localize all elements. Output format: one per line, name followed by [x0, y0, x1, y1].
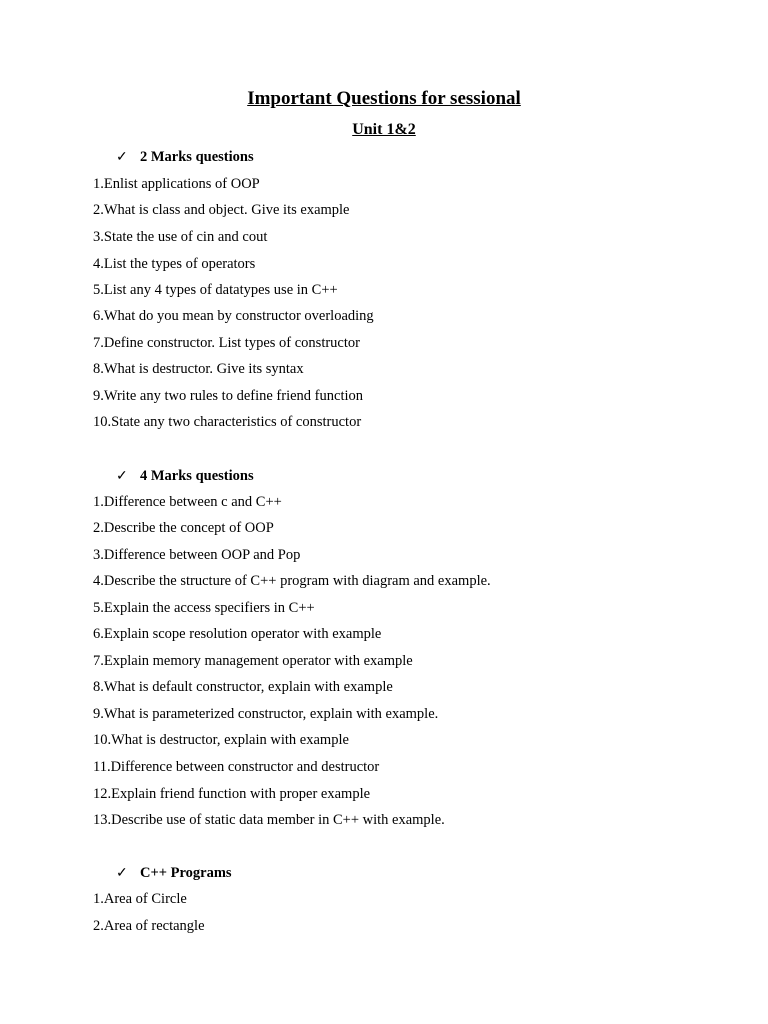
list-item: 2.What is class and object. Give its example: [93, 202, 350, 218]
list-item: 10.What is destructor, explain with example: [93, 732, 349, 748]
section-heading-label: C++ Programs: [140, 865, 232, 881]
list-item: 10.State any two characteristics of constructor: [93, 414, 362, 430]
section-heading-cpp-programs: [116, 863, 232, 883]
list-item: 12.Explain friend function with proper example: [93, 786, 371, 802]
section-heading-2-marks: [116, 147, 254, 167]
list-item: 9.What is parameterized constructor, explain with example.: [93, 706, 439, 722]
list-item: 6.What do you mean by constructor overloading: [93, 308, 374, 324]
list-item: 1.Area of Circle: [93, 891, 187, 907]
list-item: 2.Describe the concept of OOP: [93, 520, 274, 536]
list-item: 7.Explain memory management operator with example: [93, 653, 413, 669]
list-item: 3.State the use of cin and cout: [93, 229, 268, 245]
list-item: 3.Difference between OOP and Pop: [93, 547, 301, 563]
list-item: 5.List any 4 types of datatypes use in C++: [93, 282, 338, 298]
check-icon: ✓: [116, 866, 128, 881]
list-item: 9.Write any two rules to define friend function: [93, 388, 363, 404]
section-heading-4-marks: [116, 466, 254, 486]
document-title: Important Questions for sessional: [247, 88, 521, 109]
list-item: 7.Define constructor. List types of constructor: [93, 335, 360, 351]
section-heading-label: 2 Marks questions: [140, 149, 254, 165]
list-item: 5.Explain the access specifiers in C++: [93, 600, 315, 616]
list-item: 4.Describe the structure of C++ program with diagram and example.: [93, 573, 491, 589]
check-icon: ✓: [116, 150, 128, 165]
list-item: 13.Describe use of static data member in C++ with example.: [93, 812, 445, 828]
list-item: 11.Difference between constructor and destructor: [93, 759, 380, 775]
list-item: 8.What is destructor. Give its syntax: [93, 361, 304, 377]
list-item: 1.Difference between c and C++: [93, 494, 282, 510]
list-item: 8.What is default constructor, explain with example: [93, 679, 393, 695]
check-icon: ✓: [116, 469, 128, 484]
section-heading-label: 4 Marks questions: [140, 468, 254, 484]
list-item: 6.Explain scope resolution operator with example: [93, 626, 382, 642]
list-item: 4.List the types of operators: [93, 256, 256, 272]
list-item: 1.Enlist applications of OOP: [93, 176, 260, 192]
list-item: 2.Area of rectangle: [93, 918, 205, 934]
document-subtitle: Unit 1&2: [352, 121, 416, 138]
